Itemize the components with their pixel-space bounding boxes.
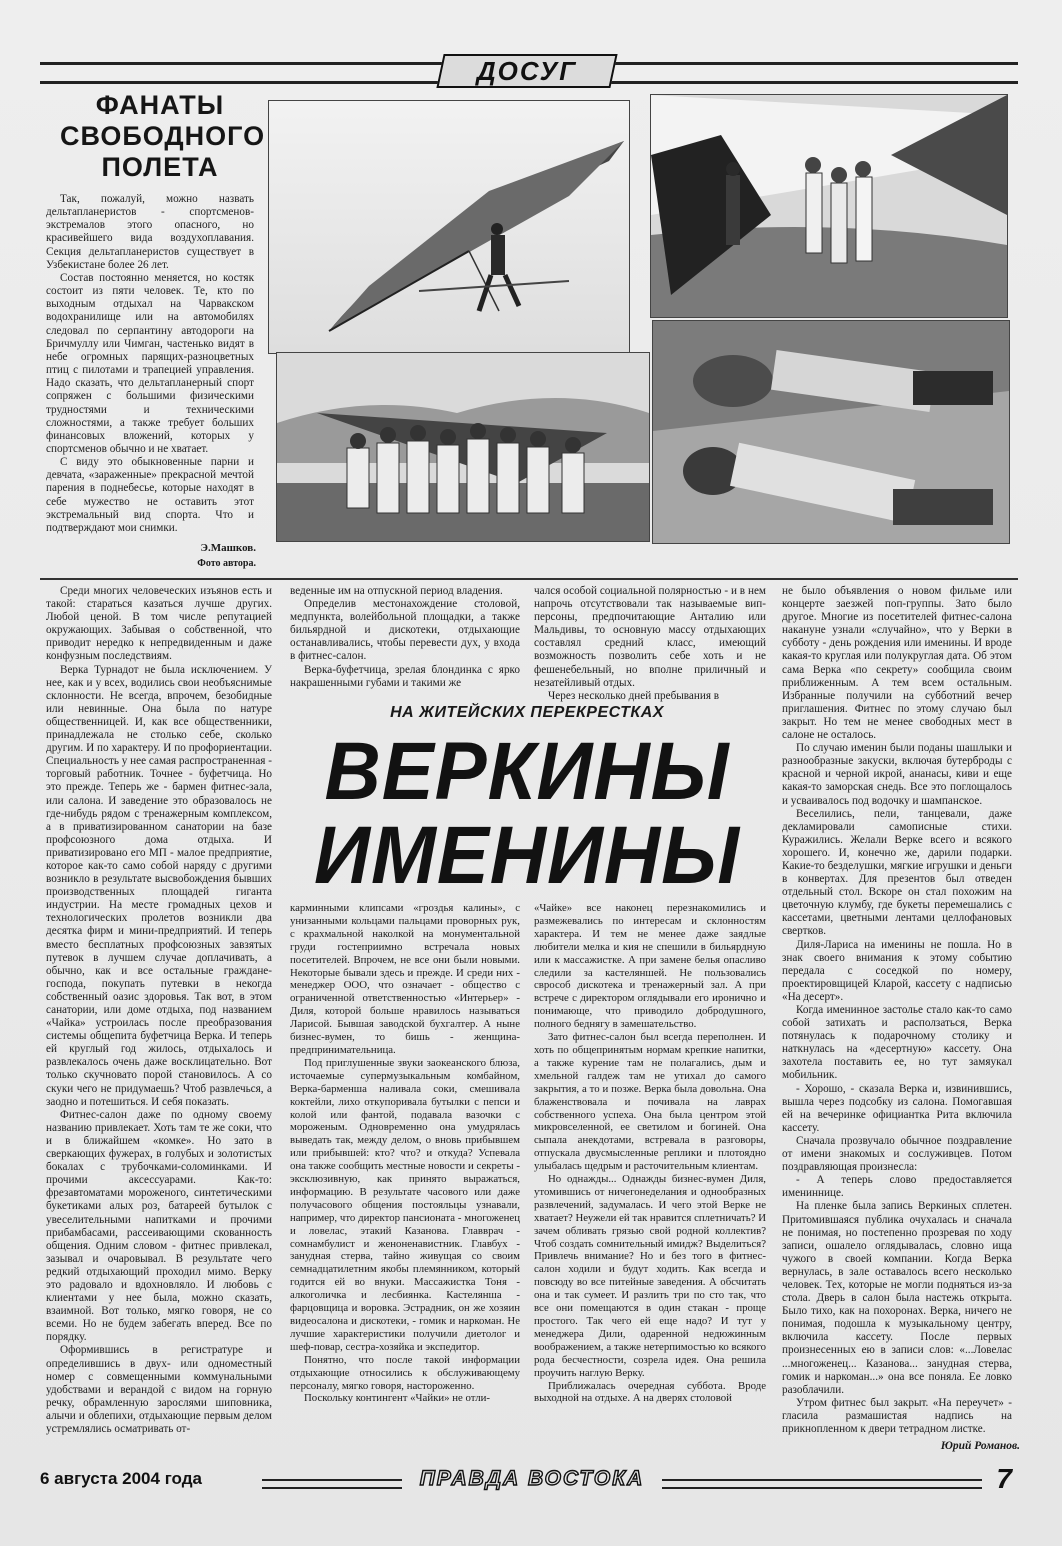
article2-paragraph: Оформившись в регистратуре и определившись в двух- или одноместный номер с совмещенными коммунальными удобствами и верандой с видом на горную речку, обрамленную зарослями шиповника, алычи и облепихи, отдыхающие первым делом устремлялись осматривать от-	[46, 1344, 272, 1435]
article2-paragraph: чался особой социальной полярностью - и в нем напрочь отсутствовали так называемые вип-персоны, предпочитающие Анталию или Мальдивы, то основную массу отдыхающих составлял средний класс, имеющий возможность позволить себе хоть и не фешенебельный, но вполне приличный и незатейливый отдых.	[534, 585, 766, 689]
section-label-text: ДОСУГ	[476, 55, 578, 86]
article2-paragraph: Когда именинное застолье стало как-то само собой затихать и расползаться, Верка потянулась к подарочному столику и наткнулась на «десертную» кассету. Она захотела поставить ее, но тут замяукал мобильник.	[782, 1004, 1012, 1082]
article2-paragraph: На пленке была запись Веркиных сплетен. Притомившаяся публика очухалась и сначала не понимая, но постепенно прозревая по ходу записи, ошалело оглядывалась, словно ища чужого в своей компании. Когда Верка вернулась, в зале оставалось всего несколько человек. Тех, которые не могли подняться из-за стола. Дверь в салон была настежь открыта. Было тихо, как на похоронах. Верка, ничего не понимая, подошла к музыкальному центру, включила кассету. После первых произнесенных ею в записи слов: «...Ловелас ...многоженец... Казанова... занудная стерва, гомик и наркоман...» она все поняла. Ее ловко разоблачили.	[782, 1200, 1012, 1396]
article2-paragraph: Понятно, что после такой информации отдыхающие относились к обслуживающему персоналу, мягко говоря, настороженно.	[290, 1353, 520, 1392]
article2-paragraph: Но однажды... Однажды бизнес-вумен Диля, утомившись от ничегонеделания и однообразных развлечений, задумалась. И чего этой Верке не хватает? Неужели ей так нравится сплетничать? И зачем обливать грязью свой родной коллектив? Чтоб создать сомнительный имидж? Выделиться? Привлечь внимание? Но и без того в фитнес-салон ходили и будут ходить. Как всегда и повсюду во все питейные заведения. А обсчитать она и так сумеет. И разлить три по сто так, что все они помещаются в один стакан - проще простого. Так чего ей еще надо? И тут у менеджера Дили, одаренной недюжинным воображением, а также нетерпимостью ко всякого рода бесчестности, созрела идея. Она решила проучить наглую Верку.	[534, 1173, 766, 1379]
section-divider	[40, 578, 1018, 580]
article2-paragraph: По случаю именин были поданы шашлыки и разнообразные закуски, включая бутерброды с красной и черной икрой, ананасы, киви и еще какая-то заморская снедь. Все это поглощалось и усваивалось под водочку и шампанское.	[782, 742, 1012, 807]
article2-kicker: НА ЖИТЕЙСКИХ ПЕРЕКРЕСТКАХ	[390, 704, 664, 721]
article2-paragraph: Фитнес-салон даже по одному своему названию привлекает. Хоть там те же соки, что и в ближайшем «комке». Но зато в сверкающих фужерах, в голубых и золотистых бокалах с трубочками-соломинками. И прочими аксессуарами. Как-то: фрезавтоматами мороженого, синтетическими букетиками алых роз, батареей бутылок с увеселительными напитками и прочими прибамбасами, рассеивающими скованность общения. Одним словом - фитнес привлекал, зазывал и очаровывал. В результате чего редкий отдыхающий проходил мимо. Верку это радовало и вдохновляло. И любовь с клиентами у нее была, можно сказать, взаимной. Вот только, мягко говоря, не со всеми. Но не будем забегать вперед. Все по порядку.	[46, 1108, 272, 1344]
article2-paragraph: Среди многих человеческих изъянов есть и такой: стараться казаться лучше других. Любой ценой. В том числе репутацией окружающих. Забывая о собственной, что приводит нередко к непредвиденным и даже конфузным последствиям.	[46, 585, 272, 663]
photographer-name: Э.Машков.	[200, 542, 256, 554]
article2-author: Юрий Романов.	[940, 1440, 1020, 1452]
article2-column-2-top	[290, 585, 520, 690]
article2-paragraph: Верка Турнадот не была исключением. У нее, как и у всех, водились свои необъяснимые склонности. Не всегда, впрочем, безобидные или невинные. Она была по натуре общественницей. И, как все общественники, принадлежала не столько себе, сколько другим. И по характеру. И по профориентации. Специальность у нее самая распространенная - торговый работник. Точнее - буфетчица. Но это прежде. Теперь же - бармен фитнес-зала, или салона. И заведение это образовалось не где-нибудь рядом с тренажерным комплексом, а в приватизированном санатории на базе профсоюзного дома отдыха. И приватизировано его МП - малое предприятие, которое как-то само собой наряду с другими возникло в результате высвобождения бывших производственных площадей гиганта индустрии. На месте громадных цехов и технологических пролетов возникли два десятка фирм и мини-предприятий. И теперь вместо бесплатных профсоюзных завзятых путевок в лучшем случае доплачивать, а обычно, как и все остальные граждане-господа, покупать путевки в некогда собственный оазис здоровья. Так вот, в этом санатории, или доме отдыха, под названием «Чайка» устроилась после преобразования системы общепита буфетчица Верка. И теперь ей круглый год жилось, отдыхалось и развлекалось очень даже восклицательно. Вот только скучновато порой становилось. А со скуки чего не придумаешь? Чтоб развлечься, а заодно и потешиться. И себя показать.	[46, 663, 272, 1108]
article2-paragraph: Сначала прозвучало обычное поздравление от имени знакомых и сослуживцев. Потом поздравляющая произнесла:	[782, 1134, 1012, 1174]
article1-paragraph: С виду это обыкновенные парни и девчата, «зараженные» прекрасной мечтой парения в поднебесье, которые находят в себе мужество не оставить этот экстремальный вид спорта. Что и подтверждают мои снимки.	[46, 456, 254, 534]
photo-resting-on-grass	[652, 320, 1010, 544]
article2-column-2-bottom	[290, 902, 520, 1405]
article2-paragraph: Верка-буфетчица, зрелая блондинка с ярко накрашенными губами и такими же	[290, 663, 520, 689]
article2-paragraph: карминными клипсами «гроздья калины», с унизанными кольцами пальцами проворных рук, с крахмальной наколкой на монументальной груди гостеприимно встречала новых посетителей. Впрочем, не все они были новыми. Некоторые бывали здесь и прежде. И среди них - менеджер ООО, что означает - общество с ограниченной ответственностью «Интерьер» - Диля, которой больше нравилось называться Ларисой. Бывшая заводской бухгалтер. А ныне бизнес-вумен, то бишь - женщина-предпринимательница.	[290, 902, 520, 1056]
photo-pilots-on-hill	[650, 94, 1008, 318]
article2-paragraph: Зато фитнес-салон был всегда переполнен. И хоть по общепринятым нормам крепкие напитки, а также курение там не полагались, дым и хмельной галдеж там не утихал до самого закрытия, а то и позже. Верка была довольна. Она блаженствовала и почивала на лаврах собственного успеха. Она была центром этой микровселенной, ее светилом и богиней. Она сыпала анекдотами, встревала в разговоры, отпускала двусмысленные реплики и плотоядно улыбалась щедрым и расточительным клиентам.	[534, 1031, 766, 1173]
article1-paragraph: Так, пожалуй, можно назвать дельтапланеристов - спортсменов-экстремалов этого опасного, но красивейшего вида воздухоплавания. Секция дельтапланеристов существует в Узбекистане более 26 лет.	[46, 193, 254, 271]
article2-paragraph: Поскольку контингент «Чайки» не отли-	[304, 1392, 490, 1405]
article2-paragraph: Приближалась очередная суббота. Вроде выходной на отдыхе. А на дверях столовой	[534, 1379, 766, 1405]
article2-column-4	[782, 585, 1012, 1436]
article2-paragraph: - А теперь слово предоставляется имениннице.	[782, 1174, 1012, 1200]
article2-paragraph: не было объявления о новом фильме или концерте заезжей поп-группы. Зато было другое. Многие из посетителей фитнес-салона накануне узнали «случайно», что у Верки в субботу - день рождения или именины. И вроде какая-то круглая или полукруглая дата. Об этом сама Верка «по секрету» сообщила своим приближенным. А тем всем остальным. Избранные получили на субботний вечер приглашения. Фитнес по этому случаю был закрыт. Но тем не менее свободных мест в салоне не осталось.	[782, 585, 1012, 742]
article1-title-line: ПОЛЕТА	[101, 152, 219, 182]
article1-paragraph: Состав постоянно меняется, но костяк состоит из пяти человек. Те, кто по выходным отдыхал на Чарвакском водохранилище или на автомобилях следовал по серпантину автодороги на Бричмуллу или Чимган, частенько видят в небе огромных парящих-разноцветных птиц с пилотами и трапецией управления. Надо сказать, что дельтапланерный спорт сопряжен с большими физическими трудностями и техническими сложностями, а также требует больших финансовых вложений, которых у спортсменов обычно и не хватает.	[46, 271, 254, 455]
newspaper-name: ПРАВДА ВОСТОКА	[402, 1467, 662, 1491]
page-footer	[40, 1463, 1018, 1495]
article1-body	[46, 193, 254, 535]
article2-title-line: ИМЕНИНЫ	[314, 810, 740, 901]
article2-paragraph: - Хорошо, - сказала Верка и, извинившись, вышла через подсобку из салона. Помогавшая ей на вечеринке официантка Рита включила кассету.	[782, 1082, 1012, 1134]
article1-title-line: СВОБОДНОГО	[60, 121, 266, 151]
photo-group-portrait	[276, 352, 650, 542]
issue-date: 6 августа 2004 года	[40, 1469, 202, 1488]
article1-byline	[160, 541, 256, 571]
article2-title	[282, 726, 772, 901]
article2-title-line: ВЕРКИНЫ	[324, 726, 730, 817]
page-number: 7	[996, 1463, 1012, 1494]
article2-paragraph: веденные им на отпускной период владения.	[290, 585, 503, 597]
photo-hang-glider-flight	[268, 100, 630, 354]
article2-column-1	[46, 585, 272, 1436]
article2-paragraph: Веселились, пели, танцевали, даже декламировали самописные стихи. Куражились. Желали Верке всего и всякого хорошего. И, конечно же, дарили подарки. Какие-то безделушки, мягкие игрушки и деньги в конвертах. Для презентов был отведен отдельный стол. Вскоре он стал похожим на цветочную клумбу, где букеты перемешались с кассетами, цветными лентами целлофановых свертков.	[782, 807, 1012, 938]
article2-paragraph: Через несколько дней пребывания в	[548, 689, 720, 702]
article1-title-line: ФАНАТЫ	[95, 90, 225, 120]
article2-paragraph: Под приглушенные звуки заокеанского блюза, источаемые супермузыкальным комбайном, Верка-барменша наливала соки, смешивала коктейли, лихо откупоривала бутылки с пепси и колой или фантой, подавала вазочки с мороженым. Одновременно она умудрялась выведать так, между делом, о вновь прибывшем или прибывшей: кто? что? и откуда? Успевала она также сообщить местные новости и секреты - эксклюзивную, как принято выражаться, информацию. В результате часового или даже получасового общения постояльцы узнавали, например, что директор пансионата - многоженец и ловелас, этакий Казанова. Главврач - сомнамбулист и женоненавистник. Главбух - занудная стерва, тайно живущая со своим семнадцатилетним якобы племянником, который годится ей во внуки. Массажистка Тоня - алкоголичка и лесбиянка. Кастелянша - фарцовщица и воровка. Эстрадник, он же хозяин видеосалона и дискотеки, - гомик и наркоман. Не лучшие характеристики получили диетолог и шеф-повар, сестра-хозяйка и экспедитор.	[290, 1056, 520, 1353]
section-label	[436, 54, 617, 88]
article2-paragraph: Определив местонахождение столовой, медпункта, волейбольной площадки, а также бильярдной и дискотеки, отдыхающие останавливались, чтобы перевести дух, у входа в фитнес-салон.	[290, 598, 520, 663]
article2-paragraph: Диля-Лариса на именины не пошла. Но в знак своего внимания к этому событию передала с соседкой по номеру, проектировщицей Кларой, кассету с надписью «На десерт».	[782, 938, 1012, 1003]
article1-title	[60, 90, 266, 183]
photo-credit: Фото автора.	[197, 558, 256, 569]
article2-paragraph: «Чайке» все наконец перезнакомились и размежевались по интересам и склонностям характера. И тем не менее даже заядлые любители мелка и кия не спешили в бильярдную или к массажистке. А при замене белья опасливо следили за кастеляншей. Не пользовались сврособ дискотека и тренажерный зал. А при встрече с директором оглядывали его иронично и понимающе, что приводило добродушного, полного беднягу в замешательство.	[534, 902, 766, 1031]
article2-column-3-bottom	[534, 902, 766, 1405]
article2-paragraph: Утром фитнес был закрыт. «На переучет» - гласила размашистая надпись на прикнопленном к двери тетрадном листке.	[782, 1396, 1012, 1435]
article2-column-3-top	[534, 585, 766, 703]
